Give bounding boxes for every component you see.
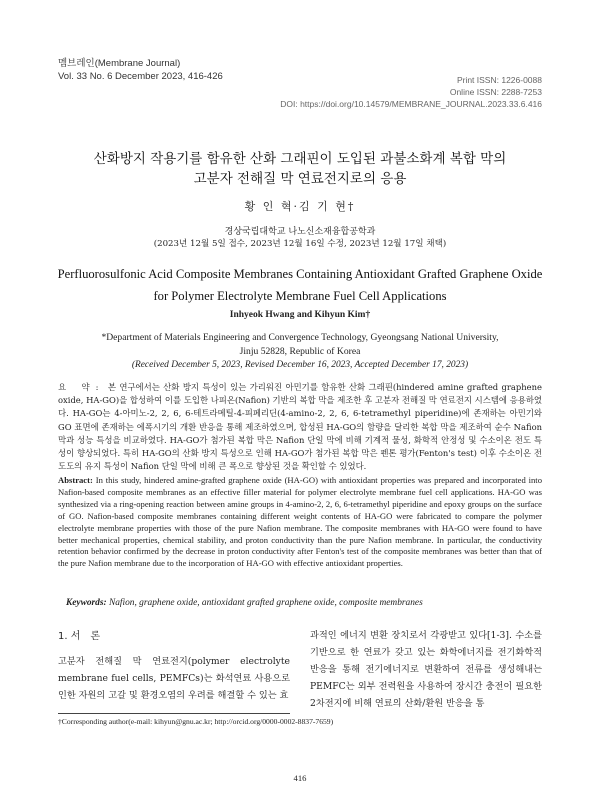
affiliation-korean: 경상국립대학교 나노신소재융합공학과 [224, 227, 376, 237]
page-number: 416 [293, 773, 307, 783]
abstract-korean-label: 요 약: [58, 382, 105, 392]
keywords-text: Nafion, graphene oxide, antioxidant grafted graphene oxide, composite membranes [108, 598, 423, 608]
print-issn: Print ISSN: 1226-0088 [456, 75, 542, 85]
dates-korean: (2023년 12월 5일 접수, 2023년 12월 16일 수정, 2023년 12월 17일 채택) [153, 239, 447, 249]
online-issn: Online ISSN: 2288-7253 [449, 87, 542, 97]
title-english-line2: for Polymer Electrolyte Membrane Fuel Cell Applications [153, 289, 447, 303]
abstract-english-label: Abstract: [58, 475, 93, 485]
body-column-left: 고분자 전해질 막 연료전지(polymer electrolyte membrane fuel cells, PEMFCs)는 화석연료 사용으로 인한 자원의 고갈 및 환경오염의 우려를 해결할 수 있는 효 [58, 656, 290, 701]
abstract-korean [58, 381, 542, 473]
abstract-english-text: In this study, hindered amine-grafted graphene oxide (HA-GO) with antioxidant properties was prepared and incorporated into Nafion-based composite membranes as an effective filler material for polymer electrolyte membrane fuel cell applications. HA-GO was synthesized via a ring-opening reaction between amine groups in 4-amino-2, 2, 6, 6-tetramethyl piperidine and epoxy groups on the surface of GO. Nafion-based composite membranes containing different weight contents of HA-GO were fabricated to compare the polymer electrolyte membrane properties with those of the pure Nafion membrane. The composite membranes with HA-GO were found to have better mechanical properties, chemical stability, and proton conductivity than the pure Nafion membrane. In particular, the conductivity retention behavior confirmed by the decrease in proton conductivity after Fenton's test of the composite membranes was better than that of the pure Nafion membrane due to the incorporation of HA-GO with effective antioxidant properties. [58, 475, 542, 569]
dates-english: (Received December 5, 2023, Revised December 16, 2023, Accepted December 17, 2023) [131, 360, 469, 370]
journal-name: 멤브레인(Membrane Journal) [58, 58, 181, 69]
footnote-divider [58, 713, 290, 714]
volume-info: Vol. 33 No. 6 December 2023, 416-426 [58, 71, 223, 82]
title-english [40, 263, 560, 307]
affiliation-english-line2: Jinju 52828, Republic of Korea [239, 346, 361, 357]
keywords-label: Keywords: [66, 598, 107, 608]
keywords [66, 598, 423, 608]
title-korean-line1: 산화방지 작용기를 함유한 산화 그래핀이 도입된 과불소화계 복합 막의 [93, 151, 507, 167]
affiliation-english-line1: *Department of Materials Engineering and Convergence Technology, Gyeongsang National University, [101, 332, 499, 343]
authors-korean: 황 인 혁·김 기 현† [244, 200, 356, 213]
abstract-english [58, 475, 542, 570]
doi-link[interactable]: DOI: https://doi.org/10.14579/MEMBRANE_JOURNAL.2023.33.6.416 [280, 99, 542, 109]
body-column-right: 과적인 에너지 변환 장치로서 각광받고 있다[1-3]. 수소를 기반으로 한 연료가 갖고 있는 화학에너지를 전기화학적 반응을 통해 전기에너지로 변환하여 전류를 생성해내는 PEMFC는 외부 전력원을 사용하여 장시간 충전이 필요한 2차전지에 비해 연료의 산화/환원 반응을 통 [310, 630, 542, 709]
section-heading-introduction: 1. 서 론 [58, 631, 101, 642]
abstract-korean-text: 본 연구에서는 산화 방지 특성이 있는 가리워진 아민기를 함유한 산화 그래핀(hindered amine grafted graphene oxide, HA-GO)을 합성하여 이를 도입한 나피온(Nafion) 기반의 복합 막을 제조한 후 고분자 전해질 막 연료전지 시스템에 응용하였다. HA-GO는 4-아미노-2, 2, 6, 6-테트라메틸-4-피페리딘(4-amino-2, 2, 6, 6-tetramethyl piperidine)에 존재하는 아민기와 GO 표면에 존재하는 에폭시기의 개환 반응을 통해 제조하였으며, 합성된 HA-GO의 함량을 달리한 복합 막을 제조하여 순수 Nafion 막과 성능 특성을 비교하였다. HA-GO가 첨가된 복합 막은 Nafion 단일 막에 비해 기계적 물성, 화학적 안정성 및 수소이온 전도 특성이 향상되었다. 특히 HA-GO의 산화 방지 특성으로 인해 HA-GO가 첨가된 복합 막은 펜톤 평가(Fenton's test) 이후 수소이온 전도도의 유지 특성이 Nafion 단일 막에 비해 큰 폭으로 향상된 것을 확인할 수 있었다. [58, 382, 542, 472]
footnote-corresponding-author: †Corresponding author(e-mail: kihyun@gnu.ac.kr; http://orcid.org/0000-0002-8837-7659) [58, 717, 334, 726]
authors-english: Inhyeok Hwang and Kihyun Kim† [229, 310, 371, 320]
affiliation-english [40, 331, 560, 359]
title-english-line1: Perfluorosulfonic Acid Composite Membranes Containing Antioxidant Grafted Graphene Oxide [57, 267, 543, 281]
title-korean-line2: 고분자 전해질 막 연료전지로의 응용 [193, 171, 407, 187]
